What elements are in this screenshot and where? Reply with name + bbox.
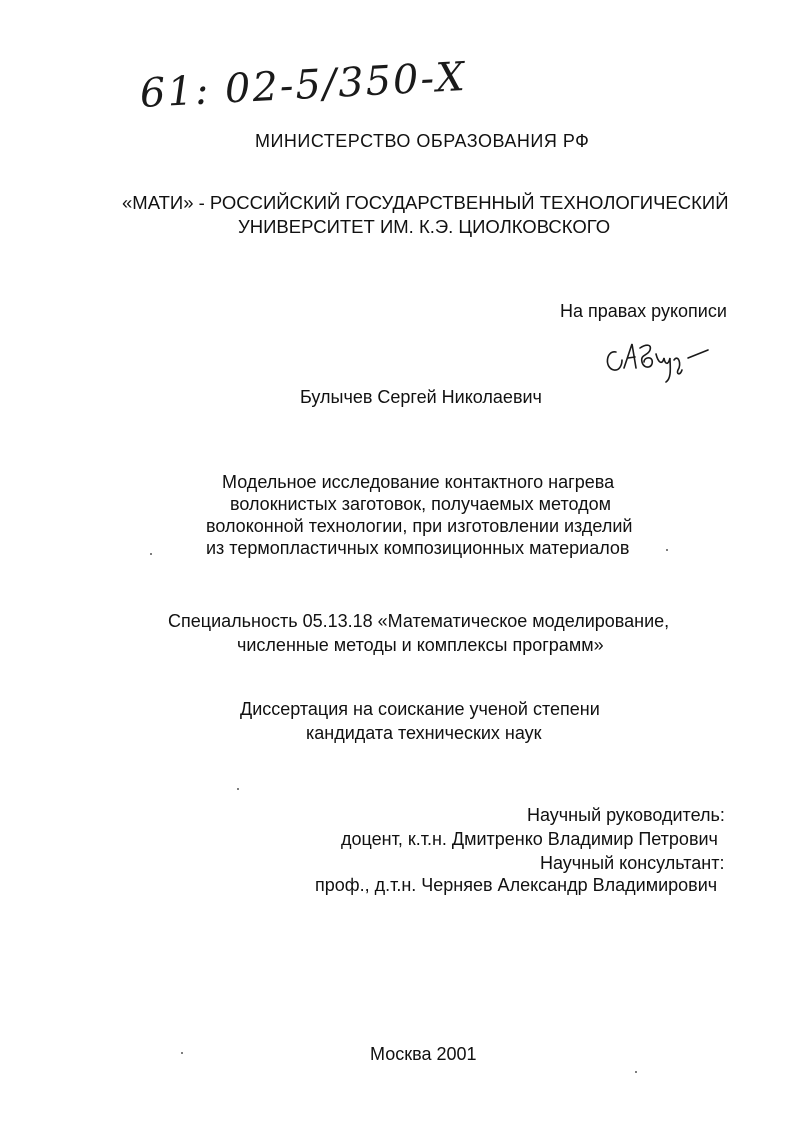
handwritten-signature	[602, 330, 712, 385]
supervisor-label: Научный руководитель:	[527, 805, 725, 825]
ministry-heading: МИНИСТЕРСТВО ОБРАЗОВАНИЯ РФ	[255, 131, 590, 151]
city-and-year: Москва 2001	[370, 1044, 477, 1064]
consultant-label: Научный консультант:	[540, 853, 725, 873]
university-name-line-2: УНИВЕРСИТЕТ ИМ. К.Э. ЦИОЛКОВСКОГО	[238, 216, 611, 237]
supervisor-name: доцент, к.т.н. Дмитренко Владимир Петрович	[341, 829, 718, 849]
scan-speck	[635, 1071, 637, 1073]
degree-line-2: кандидата технических наук	[306, 723, 542, 743]
thesis-title-line-2: волокнистых заготовок, получаемых методом	[230, 494, 612, 514]
specialty-line-2: численные методы и комплексы программ»	[237, 635, 604, 655]
thesis-title-line-4: из термопластичных композиционных материалов	[206, 538, 630, 558]
university-name-line-1: «МАТИ» - РОССИЙСКИЙ ГОСУДАРСТВЕННЫЙ ТЕХНОЛОГИЧЕСКИЙ	[122, 192, 729, 213]
thesis-title-line-1: Модельное исследование контактного нагрева	[222, 472, 615, 492]
degree-line-1: Диссертация на соискание ученой степени	[240, 699, 600, 719]
specialty-line-1: Специальность 05.13.18 «Математическое моделирование,	[168, 611, 670, 631]
consultant-name: проф., д.т.н. Черняев Александр Владимирович	[315, 875, 718, 895]
handwritten-archive-code: 61: 02-5/350-Х	[138, 53, 468, 117]
scan-speck	[237, 788, 239, 790]
scan-speck	[181, 1052, 183, 1054]
scan-speck	[150, 553, 152, 555]
thesis-title-line-3: волоконной технологии, при изготовлении изделий	[206, 516, 633, 536]
scan-speck	[666, 549, 668, 551]
author-name: Булычев Сергей Николаевич	[300, 387, 542, 407]
manuscript-rights-note: На правах рукописи	[560, 301, 727, 321]
